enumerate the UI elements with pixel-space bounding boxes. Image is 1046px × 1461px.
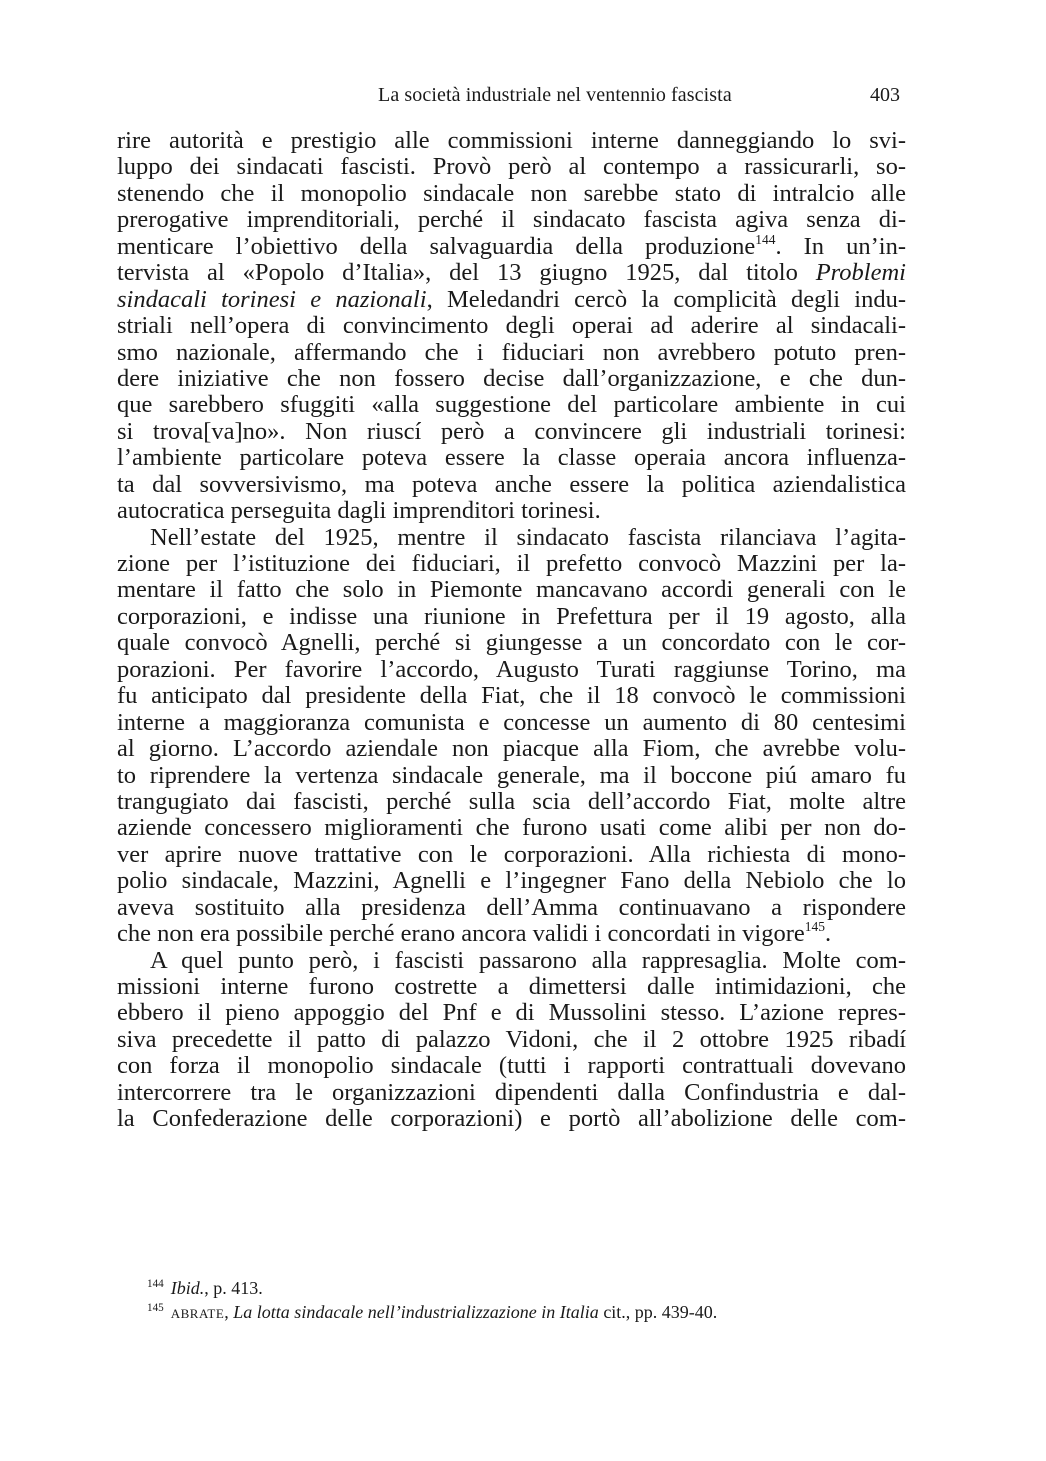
footnote-italic: Ibid. (170, 1278, 205, 1298)
text-line: mentare il fatto che solo in Piemonte mancavano accordi generali con le (117, 576, 906, 604)
text-line: porazioni. Per favorire l’accordo, Augusto Turati raggiunse Torino, ma (117, 655, 906, 683)
text-line: l’ambiente particolare poteva essere la classe operaia ancora influenza- (117, 444, 906, 472)
footnote-144 (147, 1276, 907, 1300)
text-line: intercorrere tra le organizzazioni dipendenti dalla Confindustria e dal- (117, 1078, 906, 1106)
footnote-italic: La lotta sindacale nell’industrializzazione in Italia (233, 1302, 599, 1322)
paragraph-1 (117, 128, 906, 525)
text-line: luppo dei sindacati fascisti. Provò però al contempo a rassicurarli, so- (117, 153, 906, 181)
text-line: striali nell’opera di convincimento degli operai ad aderire al sindacali- (117, 312, 906, 340)
paragraph-2 (117, 525, 906, 948)
text-segment: . (824, 920, 832, 948)
footnote-separator: , (224, 1302, 234, 1322)
text-line: missioni interne furono costrette a dimettersi dalle intimidazioni, che (117, 973, 906, 1000)
footnotes (147, 1276, 907, 1324)
text-line: to riprendere la vertenza sindacale generale, ma il boccone piú amaro fu (117, 761, 906, 789)
text-segment: menticare l’obiettivo della salvaguardia della produzione (117, 232, 756, 260)
text-line (117, 260, 906, 286)
text-line: si trova[va]no». Non riuscí però a convincere gli industriali torinesi: (117, 417, 906, 445)
text-line: con forza il monopolio sindacale (tutti i rapporti contrattuali dovevano (117, 1052, 906, 1080)
text-segment: . In un’in- (775, 232, 906, 260)
text-line: aziende concessero miglioramenti che furono usati come alibi per non do- (117, 814, 906, 842)
text-line: stenendo che il monopolio sindacale non sarebbe stato di intralcio alle (117, 179, 906, 207)
text-line: A quel punto però, i fascisti passarono alla rappresaglia. Molte com- (150, 946, 906, 974)
text-segment: , Meledandri cercò la complicità degli indu- (426, 285, 906, 313)
italic-title: Problemi (815, 259, 906, 287)
text-line: fu anticipato dal presidente della Fiat, che il 18 convocò le commissioni (117, 682, 906, 710)
text-line: ver aprire nuove trattative con le corporazioni. Alla richiesta di mono- (117, 840, 906, 868)
footnote-number: 145 (147, 1301, 164, 1314)
text-line: ebbero il pieno appoggio del Pnf e di Mussolini stesso. L’azione repres- (117, 999, 906, 1027)
text-segment: tervista al «Popolo d’Italia», del 13 giugno 1925, dal titolo (117, 259, 816, 287)
text-line: polio sindacale, Mazzini, Agnelli e l’ingegner Fano della Nebiolo che lo (117, 867, 906, 895)
footnote-ref-145[interactable]: 145 (804, 919, 825, 935)
body-text (117, 128, 906, 1133)
text-line: que sarebbero sfuggiti «alla suggestione del particolare ambiente in cui (117, 391, 906, 419)
running-header (0, 84, 1046, 114)
text-line: siva precedette il patto di palazzo Vidoni, che il 2 ottobre 1925 ribadí (117, 1025, 906, 1053)
italic-title: sindacali torinesi e nazionali (117, 285, 427, 313)
footnote-number: 144 (147, 1277, 164, 1290)
text-line: prerogative imprenditoriali, perché il sindacato fascista agiva senza di- (117, 206, 906, 234)
text-line: smo nazionale, affermando che i fiduciari non avrebbero potuto pren- (117, 338, 906, 366)
text-line: ta dal sovversivismo, ma poteva anche essere la politica aziendalistica (117, 470, 906, 498)
footnote-text: cit., pp. 439-40. (598, 1302, 718, 1322)
footnote-145 (147, 1300, 907, 1324)
paragraph-3 (117, 948, 906, 1133)
text-line: al giorno. L’accordo aziendale non piacque alla Fiom, che avrebbe volu- (117, 735, 906, 763)
text-line: trangugiato dai fascisti, perché sulla scia dell’accordo Fiat, molte altre (117, 787, 906, 815)
text-line: Nell’estate del 1925, mentre il sindacato fascista rilanciava l’agita- (150, 523, 906, 551)
text-line: dere iniziative che non fossero decise dall’organizzazione, e che dun- (117, 364, 906, 392)
text-line (117, 921, 906, 947)
page-number: 403 (870, 84, 900, 106)
footnote-ref-144[interactable]: 144 (755, 231, 776, 247)
text-segment: che non era possibile perché erano ancora validi i concordati in vigore (117, 920, 805, 948)
text-line: aveva sostituito alla presidenza dell’Amma continuavano a rispondere (117, 893, 906, 921)
footnote-author: abrate (170, 1302, 225, 1322)
text-line (117, 287, 906, 313)
text-line: la Confederazione delle corporazioni) e portò all’abolizione delle com- (117, 1105, 906, 1133)
text-line (117, 231, 906, 260)
running-title: La società industriale nel ventennio fascista (378, 84, 732, 106)
text-line: quale convocò Agnelli, perché si giungesse a un concordato con le cor- (117, 629, 906, 657)
text-line: rire autorità e prestigio alle commissioni interne danneggiando lo svi- (117, 127, 906, 154)
text-line: zione per l’istituzione dei fiduciari, il prefetto convocò Mazzini per la- (117, 550, 906, 577)
text-line: corporazioni, e indisse una riunione in Prefettura per il 19 agosto, alla (117, 602, 906, 630)
footnote-text: , p. 413. (204, 1278, 263, 1298)
text-line: autocratica perseguita dagli imprenditori torinesi. (117, 497, 601, 525)
text-line: interne a maggioranza comunista e concesse un aumento di 80 centesimi (117, 708, 906, 736)
